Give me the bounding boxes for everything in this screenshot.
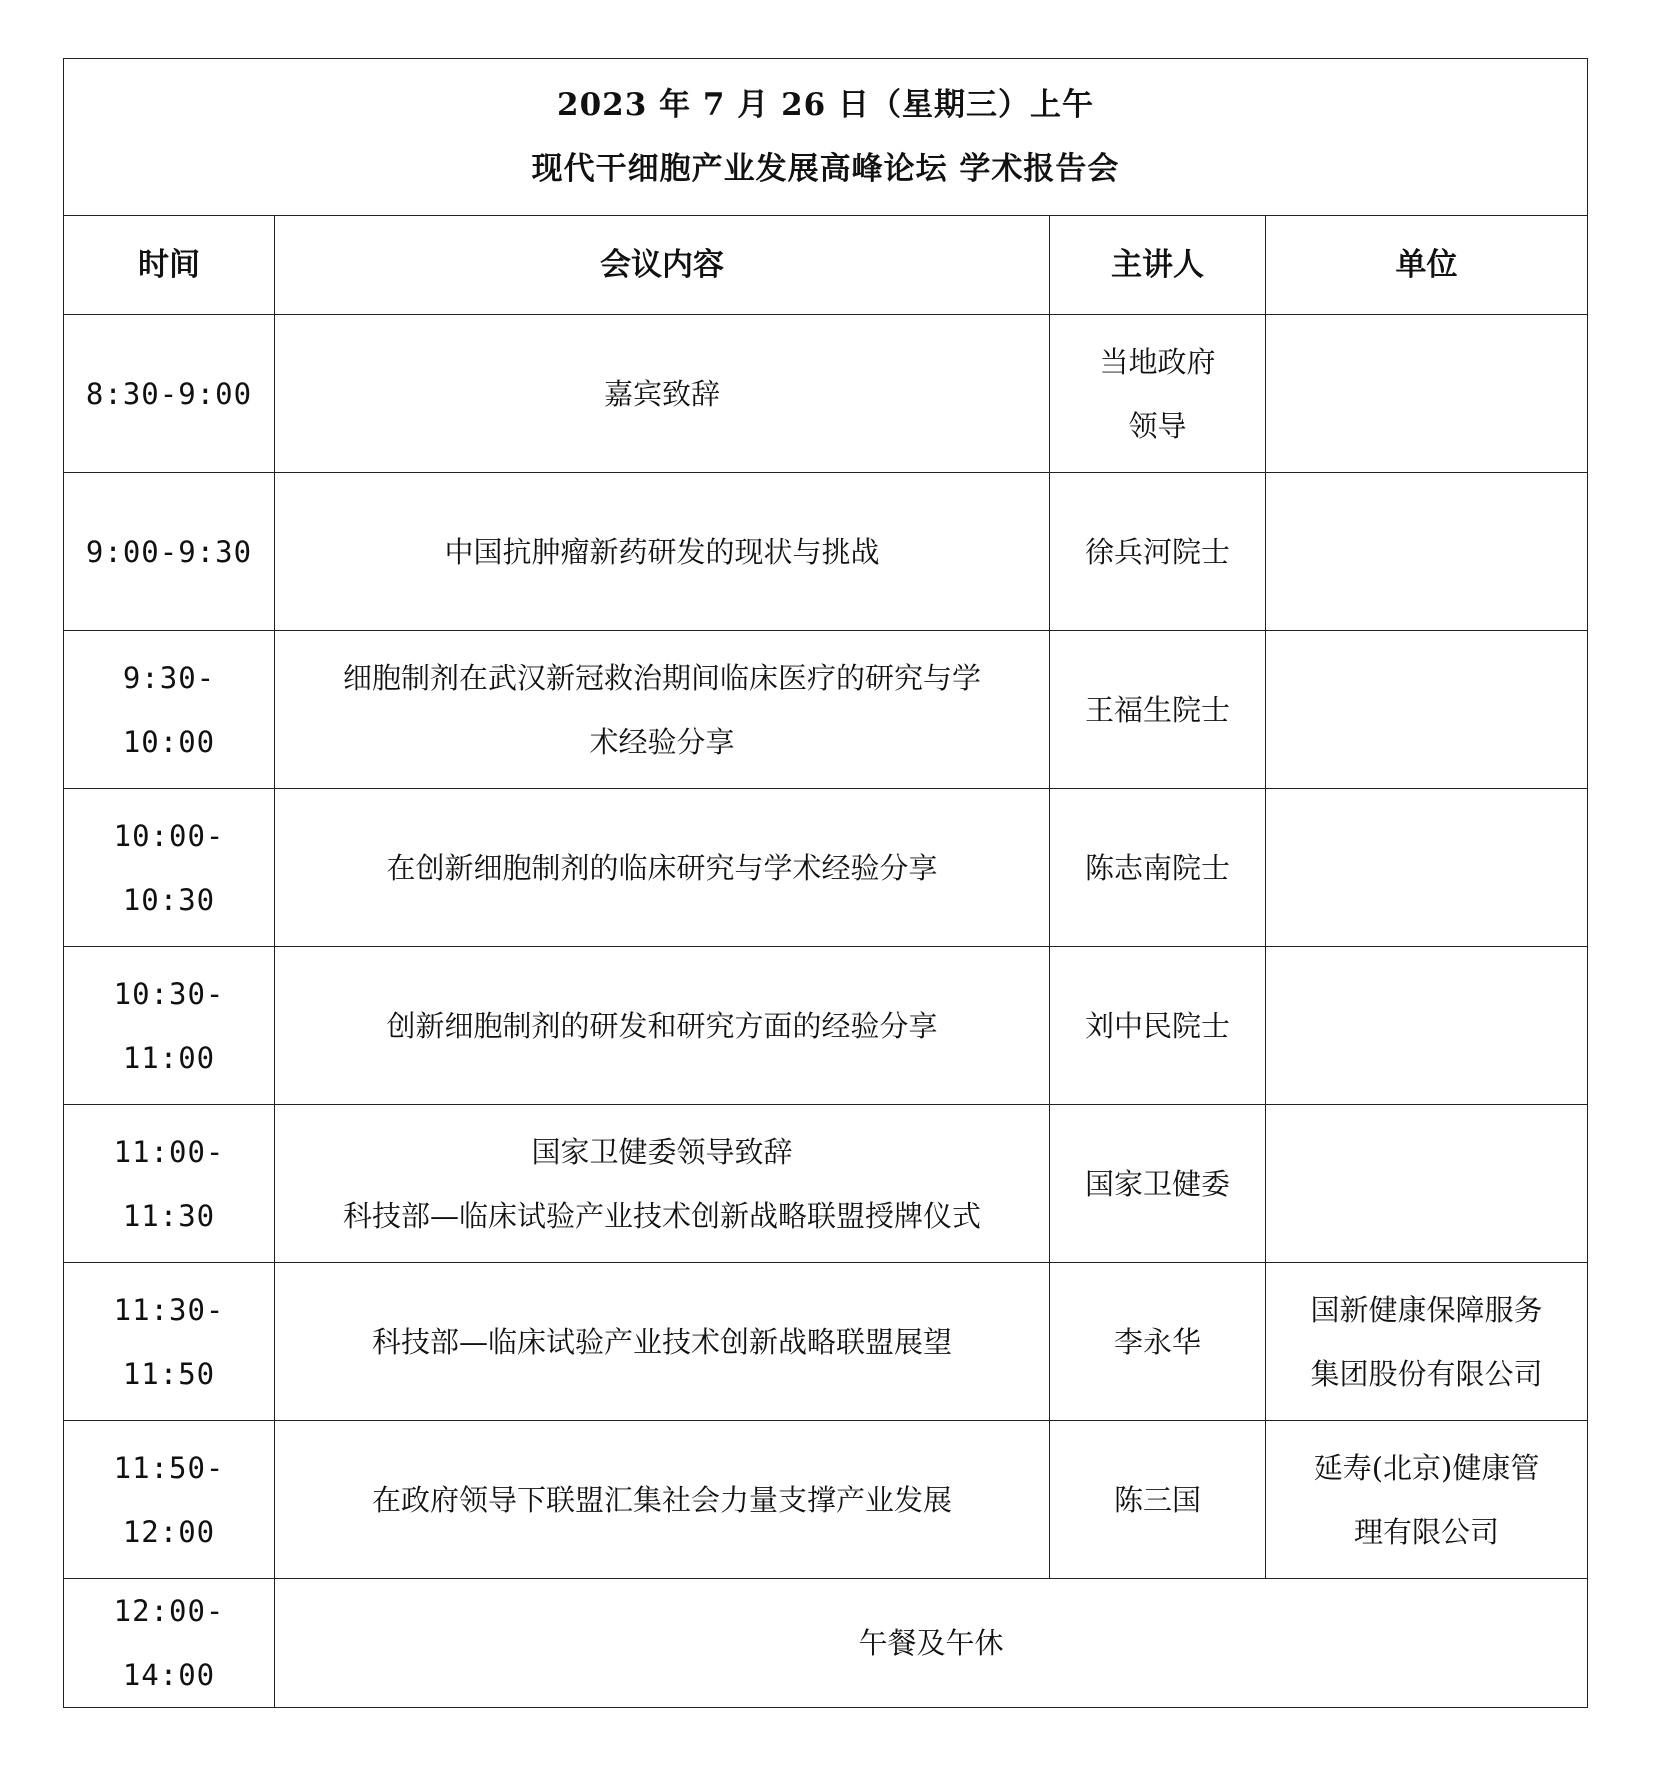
speaker-cell [1050, 473, 1266, 631]
time-cell: 9:30-10:00 [64, 631, 275, 789]
time-cell: 10:30-11:00 [64, 947, 275, 1105]
title-forum: 现代干细胞产业发展高峰论坛 学术报告会 [531, 151, 1120, 187]
content-line: 中国抗肿瘤新药研发的现状与挑战 [444, 534, 880, 569]
header-unit: 单位 [1266, 216, 1588, 315]
content-cell [275, 1105, 1050, 1263]
header-row [64, 216, 1588, 315]
table-row [64, 1421, 1588, 1579]
content-cell [275, 315, 1050, 473]
speaker-cell [1050, 315, 1266, 473]
table-row [64, 315, 1588, 473]
time-cell: 11:50-12:00 [64, 1421, 275, 1579]
schedule-table [63, 58, 1588, 1708]
speaker-cell [1050, 947, 1266, 1105]
content-cell [275, 789, 1050, 947]
speaker-line: 领导 [1128, 408, 1187, 443]
unit-cell [1266, 1105, 1588, 1263]
content-cell [275, 1421, 1050, 1579]
content-line: 嘉宾致辞 [603, 376, 720, 411]
speaker-cell [1050, 1105, 1266, 1263]
lunch-cell: 午餐及午休 [275, 1579, 1588, 1708]
header-content: 会议内容 [275, 216, 1050, 315]
title-row [64, 59, 1588, 216]
unit-line: 集团股份有限公司 [1310, 1356, 1543, 1391]
speaker-line: 王福生院士 [1084, 692, 1230, 727]
speaker-line: 国家卫健委 [1084, 1166, 1230, 1201]
unit-cell [1266, 1263, 1588, 1421]
unit-cell [1266, 789, 1588, 947]
header-time: 时间 [64, 216, 275, 315]
title-cell [64, 59, 1588, 216]
speaker-cell [1050, 631, 1266, 789]
time-cell: 11:30-11:50 [64, 1263, 275, 1421]
content-cell [275, 631, 1050, 789]
unit-cell [1266, 315, 1588, 473]
content-line: 国家卫健委领导致辞 [531, 1134, 793, 1169]
time-cell: 12:00-14:00 [64, 1579, 275, 1708]
table-row [64, 789, 1588, 947]
unit-line: 延寿(北京)健康管 [1313, 1450, 1540, 1485]
table-row [64, 473, 1588, 631]
time-cell: 11:00-11:30 [64, 1105, 275, 1263]
unit-cell [1266, 473, 1588, 631]
content-cell [275, 473, 1050, 631]
speaker-cell [1050, 1421, 1266, 1579]
content-line: 科技部—临床试验产业技术创新战略联盟授牌仪式 [342, 1198, 981, 1233]
unit-line: 国新健康保障服务 [1310, 1292, 1543, 1327]
table-row [64, 1263, 1588, 1421]
unit-cell [1266, 631, 1588, 789]
content-line: 在创新细胞制剂的临床研究与学术经验分享 [386, 850, 938, 885]
time-cell: 10:00-10:30 [64, 789, 275, 947]
unit-cell [1266, 1421, 1588, 1579]
table-row [64, 1105, 1588, 1263]
content-cell [275, 1263, 1050, 1421]
content-line: 创新细胞制剂的研发和研究方面的经验分享 [386, 1008, 938, 1043]
speaker-line: 陈三国 [1113, 1482, 1201, 1517]
time-cell: 9:00-9:30 [64, 473, 275, 631]
unit-cell [1266, 947, 1588, 1105]
content-line: 在政府领导下联盟汇集社会力量支撑产业发展 [371, 1482, 952, 1517]
title-date: 2023 年 7 月 26 日（星期三）上午 [557, 87, 1094, 123]
speaker-line: 当地政府 [1099, 344, 1216, 379]
time-cell: 8:30-9:00 [64, 315, 275, 473]
table-row [64, 631, 1588, 789]
content-line: 科技部—临床试验产业技术创新战略联盟展望 [371, 1324, 952, 1359]
speaker-line: 陈志南院士 [1084, 850, 1230, 885]
table-row [64, 947, 1588, 1105]
speaker-line: 徐兵河院士 [1084, 534, 1230, 569]
speaker-cell [1050, 789, 1266, 947]
header-speaker: 主讲人 [1050, 216, 1266, 315]
unit-line: 理有限公司 [1354, 1514, 1500, 1549]
content-line: 细胞制剂在武汉新冠救治期间临床医疗的研究与学 [342, 660, 981, 695]
content-cell [275, 947, 1050, 1105]
speaker-line: 李永华 [1113, 1324, 1201, 1359]
content-line: 术经验分享 [589, 724, 735, 759]
speaker-cell [1050, 1263, 1266, 1421]
speaker-line: 刘中民院士 [1084, 1008, 1230, 1043]
lunch-row [64, 1579, 1588, 1708]
